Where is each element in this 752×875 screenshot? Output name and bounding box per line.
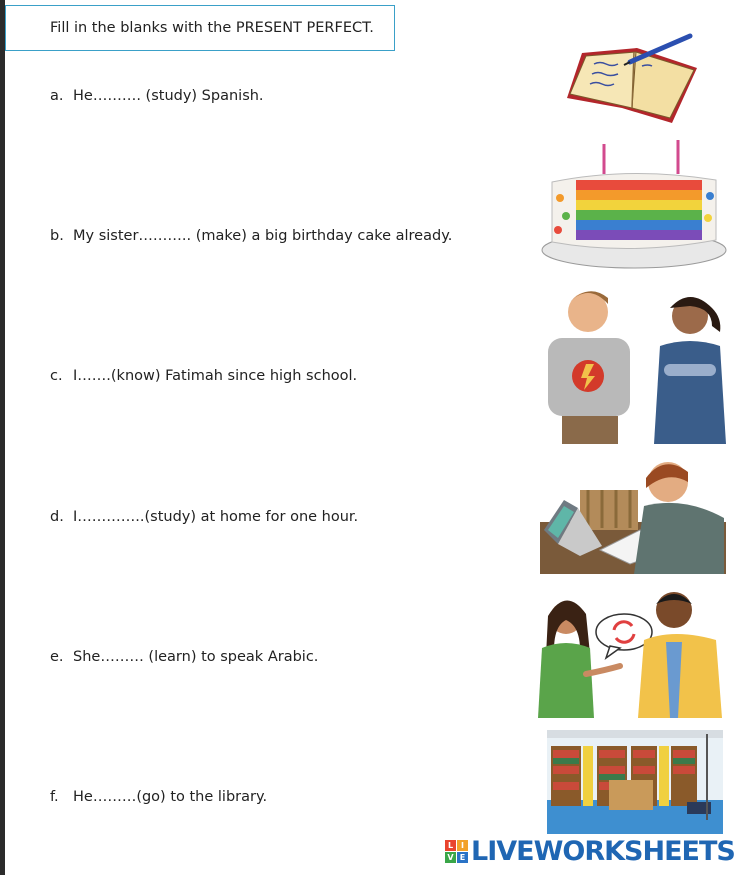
- question-letter: a.: [50, 88, 64, 104]
- question-letter: b.: [50, 228, 64, 244]
- question-d: [50, 509, 358, 525]
- question-a: [50, 88, 264, 104]
- instruction-box: [5, 5, 395, 51]
- question-e: [50, 649, 318, 665]
- question-f: [50, 789, 267, 805]
- question-text: He………(go) to the library.: [73, 789, 268, 805]
- library-picture: [547, 730, 723, 834]
- question-text: I…….(know) Fatimah since high school.: [73, 368, 358, 384]
- logo-square: V: [445, 852, 456, 863]
- question-letter: e.: [50, 649, 64, 665]
- question-letter: f.: [50, 789, 59, 805]
- question-text: I…………..(study) at home for one hour.: [73, 509, 359, 525]
- birthday-cake-picture: [540, 138, 730, 270]
- logo-text: LIVEWORKSHEETS: [471, 835, 735, 867]
- question-b: [50, 228, 452, 244]
- instruction-text: Fill in the blanks with the PRESENT PERFECT.: [50, 20, 374, 36]
- logo-square: L: [445, 840, 456, 851]
- left-edge-bar: [0, 0, 5, 875]
- question-text: My sister……….. (make) a big birthday cake already.: [73, 228, 453, 244]
- question-text: He………. (study) Spanish.: [73, 88, 264, 104]
- logo-square: E: [457, 852, 468, 863]
- question-c: [50, 368, 357, 384]
- conversation-picture: [536, 586, 724, 718]
- liveworksheets-logo: [445, 835, 745, 867]
- notebook-picture: [562, 28, 707, 128]
- logo-squares-icon: [445, 840, 468, 863]
- question-letter: c.: [50, 368, 63, 384]
- logo-square: I: [457, 840, 468, 851]
- boy-studying-picture: [540, 460, 726, 574]
- two-friends-picture: [540, 286, 728, 446]
- question-text: She……… (learn) to speak Arabic.: [73, 649, 319, 665]
- question-letter: d.: [50, 509, 64, 525]
